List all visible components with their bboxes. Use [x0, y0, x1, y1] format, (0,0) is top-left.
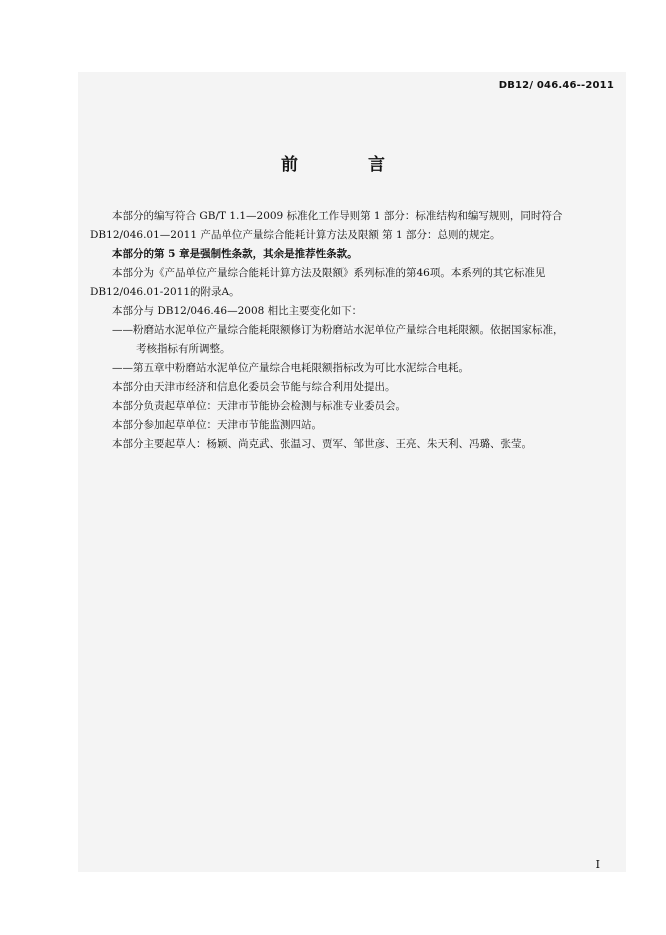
- page-number: I: [595, 858, 600, 871]
- paragraph-participating-drafter: 本部分参加起草单位：天津市节能监测四站。: [112, 419, 322, 431]
- foreword-body: [90, 207, 610, 454]
- paragraph-proposer: 本部分由天津市经济和信息化委员会节能与综合利用处提出。: [112, 381, 396, 393]
- paragraph-changes: 本部分与 DB12/046.46—2008 相比主要变化如下：: [112, 305, 363, 317]
- paragraph-1: 本部分的编写符合 GB/T 1.1—2009 标准化工作导则第 1 部分：标准结构和编写规则，同时符合: [112, 210, 563, 222]
- change-item-2: ——第五章中粉磨站水泥单位产量综合电耗限额指标改为可比水泥综合电耗。: [112, 362, 469, 374]
- page-title: 前 言: [281, 155, 417, 175]
- change-item-1: ——粉磨站水泥单位产量综合能耗限额修订为粉磨站水泥单位产量综合电耗限额。依据国家标准，: [112, 324, 564, 336]
- paragraph-lead-drafter: 本部分负责起草单位：天津市节能协会检测与标准专业委员会。: [112, 400, 406, 412]
- paragraph-mandatory-clause: 本部分的第 5 章是强制性条款，其余是推荐性条款。: [112, 248, 358, 260]
- paragraph-main-drafters: 本部分主要起草人：杨颖、尚克武、张温习、贾军、邹世彦、王亮、朱天利、冯璐、张莹。: [112, 438, 532, 450]
- paragraph-1-cont: DB12/046.01—2011 产品单位产量综合能耗计算方法及限额 第 1 部分：总则的规定。: [90, 229, 501, 241]
- paragraph-series-cont: DB12/046.01-2011的附录A。: [90, 286, 240, 298]
- page-sheet: [78, 72, 626, 872]
- document-code: DB12/ 046.46--2011: [498, 80, 614, 91]
- change-item-1-cont: 考核指标有所调整。: [136, 343, 231, 355]
- paragraph-series: 本部分为《产品单位产量综合能耗计算方法及限额》系列标准的第46项。本系列的其它标准见: [112, 267, 546, 279]
